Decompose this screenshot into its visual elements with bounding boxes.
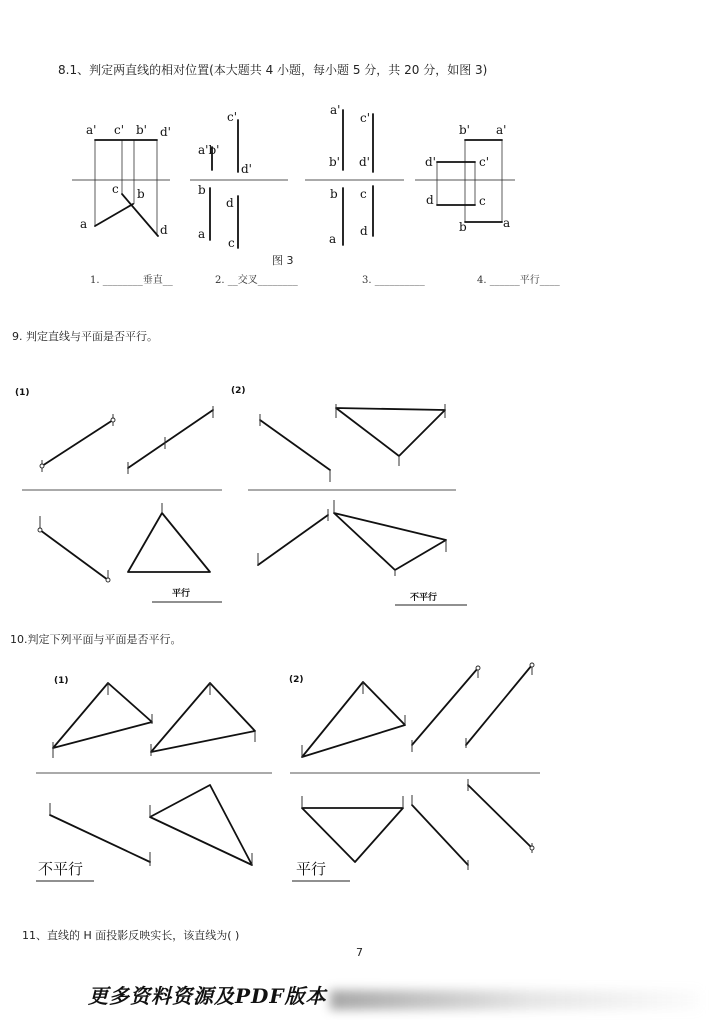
question-8-heading: 8.1、判定两直线的相对位置(本大题共 4 小题，每小题 5 分，共 20 分，如图 3) [58, 63, 488, 77]
point-label: d [426, 193, 434, 207]
point-label: c [479, 194, 486, 208]
question-9-part-1 [15, 388, 222, 602]
point-label: b [330, 187, 338, 201]
figure-3-part-4 [415, 123, 515, 234]
triangle-front-view [53, 683, 152, 748]
triangle-top-view [128, 513, 210, 572]
point-label: d' [241, 162, 252, 176]
point-label: a [198, 227, 206, 241]
point-label: c' [479, 155, 490, 169]
line-front-view [260, 420, 330, 470]
endpoint-marker [38, 528, 42, 532]
question-11-heading: 11、直线的 H 面投影反映实长，该直线为( ) [22, 929, 240, 942]
point-label: c' [360, 111, 371, 125]
figure-3-part-3 [305, 103, 404, 246]
endpoint-marker [530, 846, 534, 850]
endpoint-marker [106, 578, 110, 582]
point-label: b' [136, 123, 147, 137]
point-label: d' [359, 155, 370, 169]
page-number: 7 [356, 946, 363, 959]
question-9-part-2 [231, 386, 467, 605]
line-top-view [468, 785, 532, 848]
triangle-front-view [336, 408, 445, 456]
figure-3-caption: 图 3 [272, 254, 294, 267]
line-front-view [412, 668, 478, 745]
line-top-view [258, 515, 328, 565]
answer-2: 2. __交叉________ [215, 275, 298, 286]
point-label: c [112, 182, 119, 196]
point-label: a' [86, 123, 97, 137]
answer-4: 4. ______平行____ [477, 275, 560, 286]
point-label: d' [425, 155, 436, 169]
part-label: (2) [231, 386, 246, 396]
line-front-view [42, 420, 113, 466]
figure-3-part-2 [190, 110, 288, 250]
answer-label: 平行 [296, 860, 327, 878]
line-ab [95, 204, 133, 226]
footer-banner: 更多资料资源及PDF版本 [88, 984, 327, 1008]
answer-label: 不平行 [410, 593, 438, 603]
plane-front-view [128, 410, 213, 468]
point-label: c [360, 187, 367, 201]
part-label: (1) [54, 676, 69, 686]
point-label: d' [160, 125, 171, 139]
answer-1: 1. ________垂直__ [90, 275, 173, 286]
question-10-heading: 10.判定下列平面与平面是否平行。 [10, 633, 182, 646]
point-label: a [329, 232, 337, 246]
point-label: b' [459, 123, 470, 137]
triangle-front-view [151, 683, 255, 752]
question-10-part-1 [36, 676, 272, 881]
answer-label: 平行 [172, 589, 191, 599]
answer-3: 3. __________ [362, 275, 425, 286]
question-9-heading: 9. 判定直线与平面是否平行。 [12, 330, 158, 343]
triangle-front-view [302, 682, 405, 757]
figure-3-part-1 [72, 123, 171, 237]
point-label: a' [496, 123, 507, 137]
line-top-view [412, 805, 468, 865]
point-label: a' [330, 103, 341, 117]
point-label: b' [329, 155, 340, 169]
point-label: c' [114, 123, 125, 137]
endpoint-marker [530, 663, 534, 667]
point-label: b [198, 183, 206, 197]
point-label: b [137, 187, 145, 201]
triangle-top-view [302, 808, 403, 862]
part-label: (2) [289, 675, 304, 685]
point-label: a'b' [198, 143, 220, 157]
line-front-view [466, 665, 532, 745]
endpoint-marker [476, 666, 480, 670]
question-10-part-2 [289, 663, 540, 881]
endpoint-marker [40, 464, 44, 468]
part-label: (1) [15, 388, 30, 398]
triangle-top-view [334, 513, 446, 570]
point-label: d [226, 196, 234, 210]
triangle-top-view [150, 785, 252, 865]
point-label: c [228, 236, 235, 250]
point-label: c' [227, 110, 238, 124]
plane-top-view-edge [50, 815, 150, 862]
answer-label: 不平行 [38, 860, 84, 878]
point-label: d [160, 223, 168, 237]
line-top-view [40, 530, 108, 580]
point-label: d [360, 224, 368, 238]
endpoint-marker [111, 418, 115, 422]
point-label: a [503, 216, 511, 230]
point-label: a [80, 217, 88, 231]
point-label: b [459, 220, 467, 234]
